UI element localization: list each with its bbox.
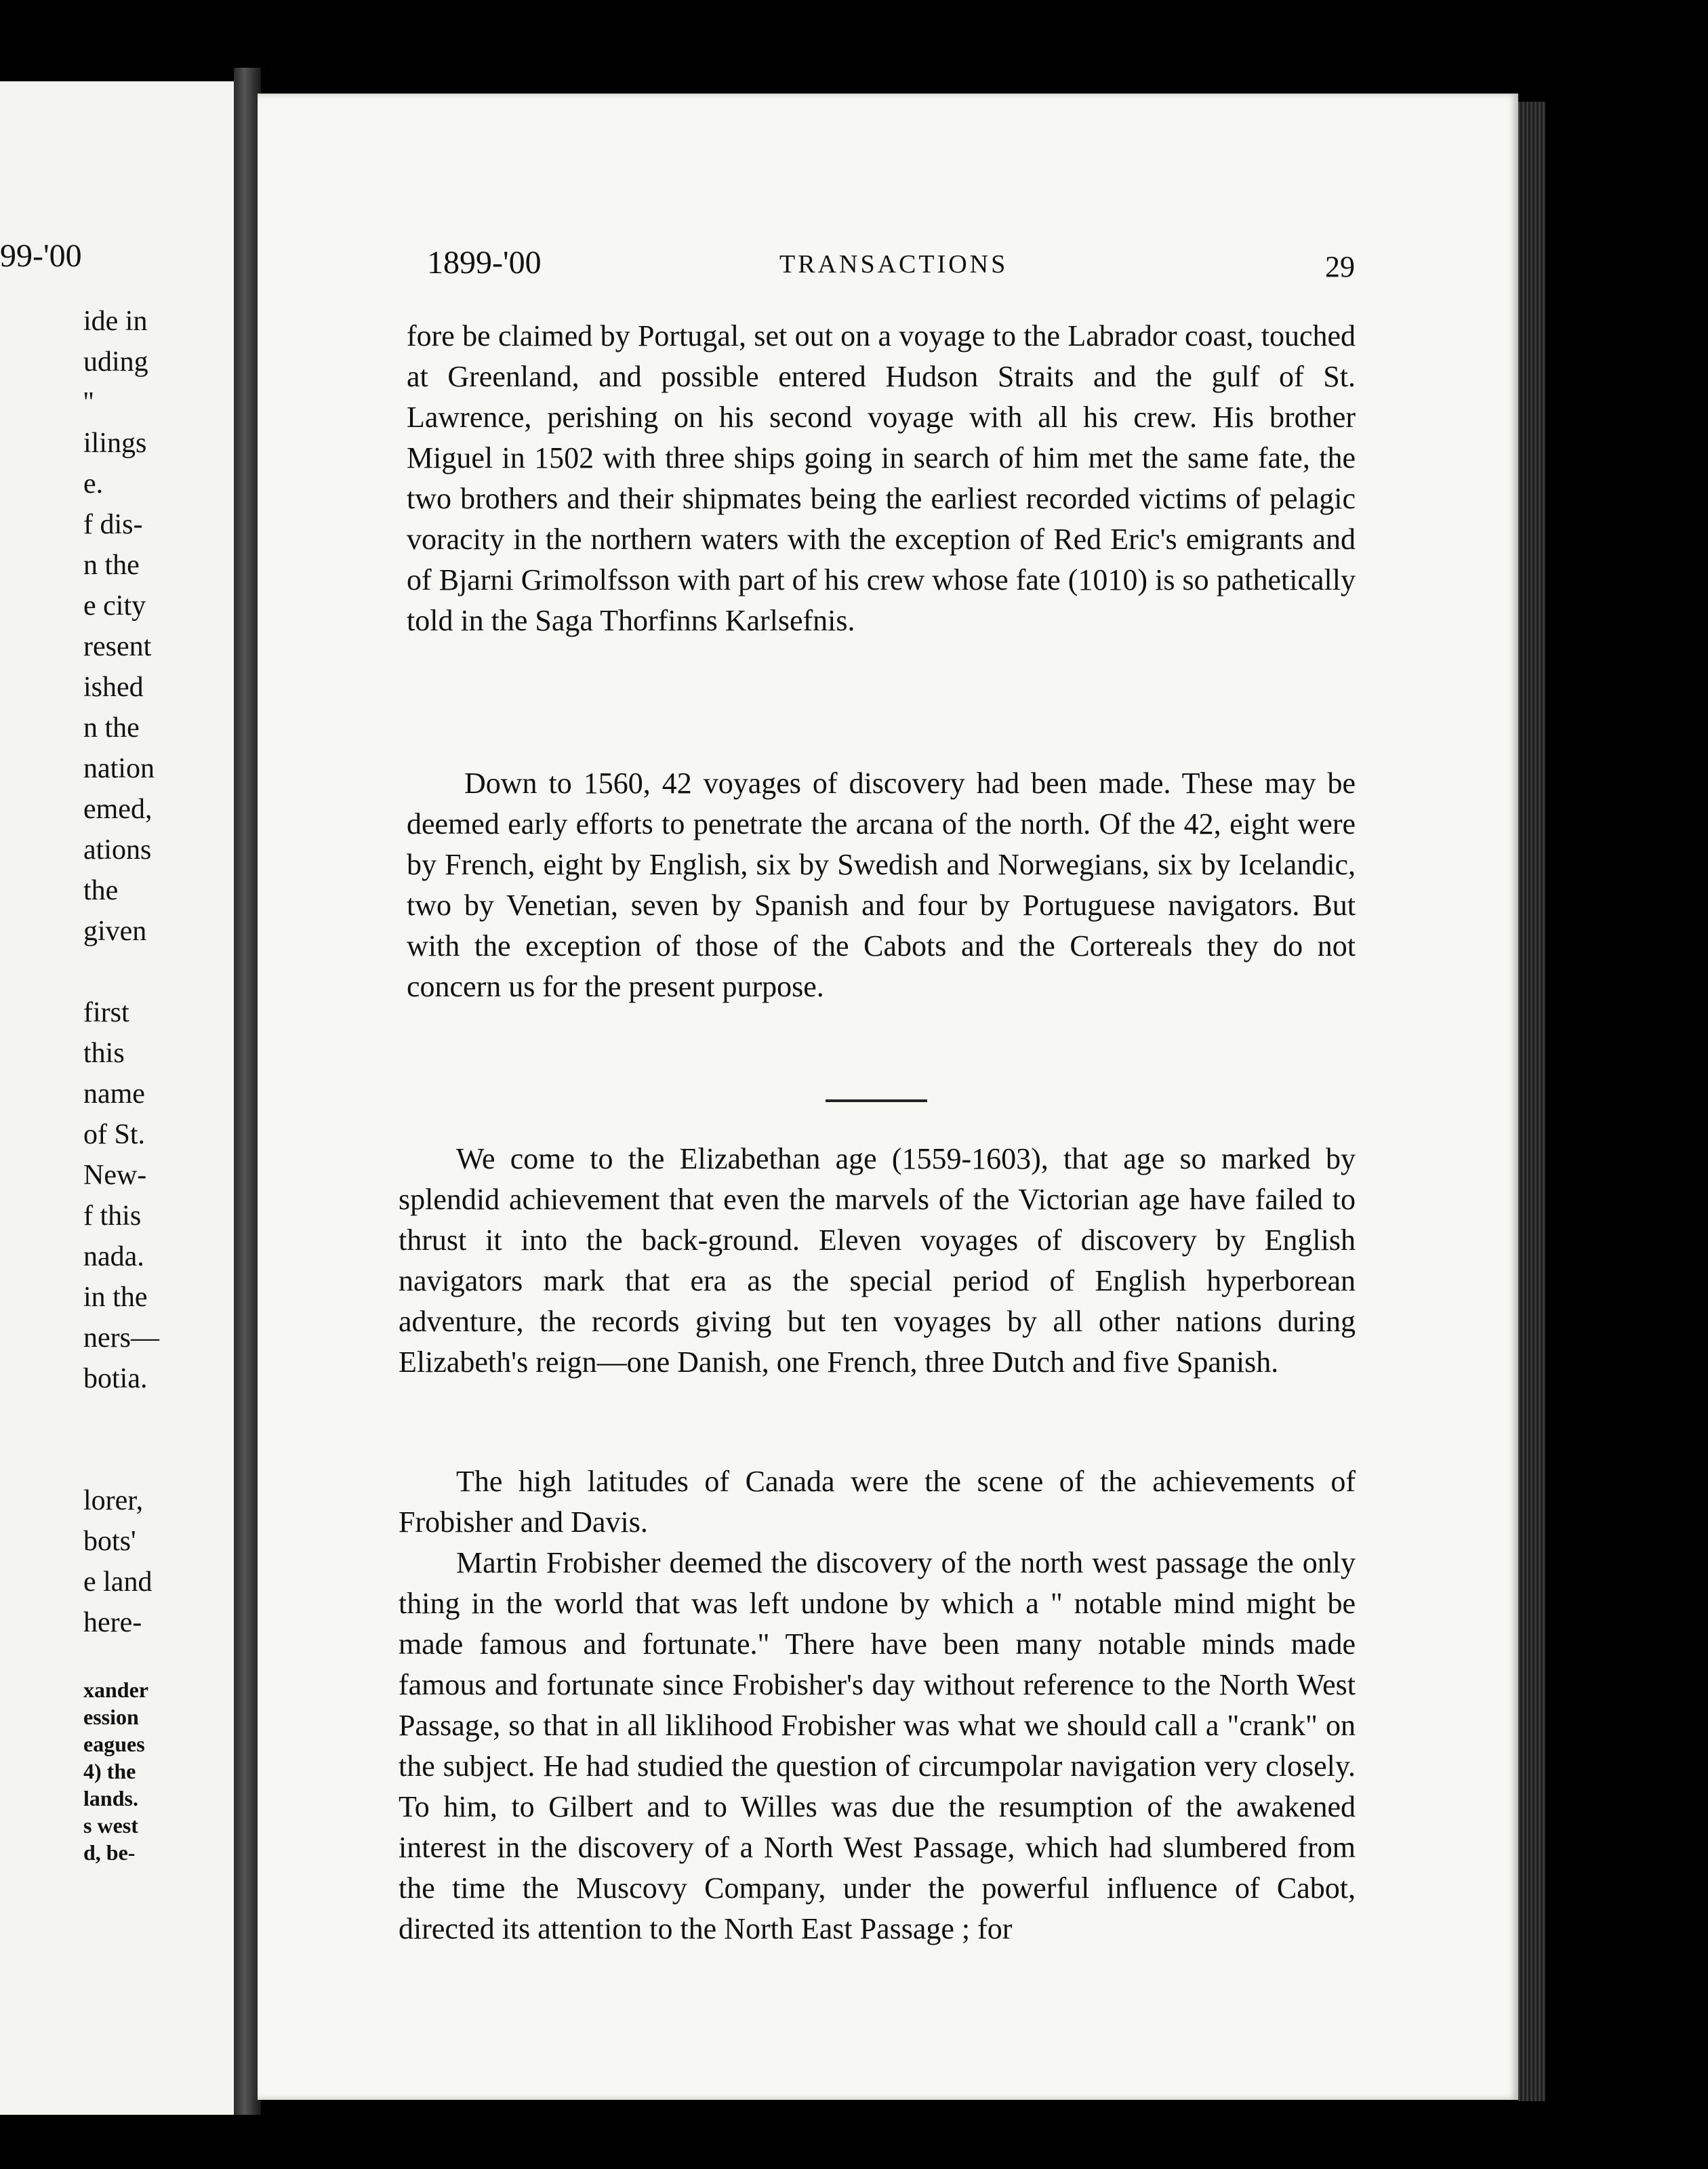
facing-page-line: ations [83, 834, 152, 866]
facing-page [0, 81, 234, 2115]
facing-page-line: e city [83, 590, 146, 622]
facing-page-line: resent [83, 631, 152, 662]
running-head-year: 1899-'00 [427, 245, 542, 281]
facing-page-line: e land [83, 1566, 152, 1598]
facing-page-header: 99-'00 [0, 238, 82, 274]
facing-page-line: n the [83, 550, 140, 581]
facing-page-footnote-line: d, be- [83, 1840, 136, 1865]
page-edges [1518, 102, 1545, 2101]
body-paragraph: The high latitudes of Canada were the scene of the achievements of Frobisher and Davis. [399, 1465, 1356, 1539]
facing-page-line: ide in [83, 306, 148, 337]
facing-page-line: in the [83, 1282, 148, 1313]
facing-page-line: ilings [83, 428, 147, 459]
facing-page-line: f this [83, 1200, 142, 1232]
facing-page-line: '' [83, 387, 94, 418]
facing-page-line: lorer, [83, 1485, 144, 1516]
body-paragraph: fore be claimed by Portugal, set out on a voyage to the Labrador coast, touched at Greenland, and possible entered Hudson Straits and the gulf of St. Lawrence, perishing on his second voyage with all his crew. His brother Miguel in 1502 with three ships going in search of him met the same fate, the two brothers and their shipmates being the earliest recorded victims of pelagic voracity in the northern waters with the exception of Red Eric's emigrants and of Bjarni Grimolfsson with part of his crew whose fate (1010) is so pathetically told in the Saga Thorfinns Karlsefnis. [407, 319, 1356, 637]
section-divider [826, 1099, 927, 1102]
facing-page-line: nation [83, 753, 155, 784]
facing-page-line: first [83, 997, 129, 1028]
facing-page-line: f dis- [83, 509, 143, 540]
facing-page-line: uding [83, 346, 148, 378]
facing-page-footnote-line: ession [83, 1705, 139, 1729]
facing-page-footnote-line: eagues [83, 1732, 145, 1756]
facing-page-line: this [83, 1038, 125, 1069]
running-head [258, 244, 1518, 285]
facing-page-line: given [83, 916, 147, 947]
facing-page-line: New- [83, 1160, 147, 1191]
facing-page-line: nada. [83, 1241, 144, 1272]
book-gutter [234, 68, 261, 2115]
facing-page-line: here- [83, 1607, 142, 1638]
facing-page-line: name [83, 1078, 145, 1110]
book-page [258, 94, 1518, 2100]
facing-page-line: e. [83, 468, 104, 500]
body-paragraph: Martin Frobisher deemed the discovery of the north west passage the only thing in the world that was left undone by which a " notable mind might be made famous and fortunate." There have been many notable minds made famous and fortunate since Frobisher's day without reference to the North West Passage, so that in all liklihood Frobisher was what we should call a "crank" on the subject. He had studied the question of circumpolar navigation very closely. To him, to Gilbert and to Willes was due the resumption of the awakened interest in the discovery of a North West Passage, which had slumbered from the time the Muscovy Company, under the powerful influence of Cabot, directed its attention to the North East Passage ; for [399, 1546, 1356, 1945]
facing-page-footnote-line: s west [83, 1813, 138, 1838]
body-paragraph: We come to the Elizabethan age (1559-1603), that age so marked by splendid achievement that even the marvels of the Victorian age have failed to thrust it into the back-ground. Eleven voyages of discovery by English navigators mark that era as the special period of English hyperborean adventure, the records giving but ten voyages by all other nations during Elizabeth's reign—one Danish, one French, three Dutch and five Spanish. [399, 1142, 1356, 1379]
facing-page-footnote-line: 4) the [83, 1759, 136, 1783]
facing-page-line: bots' [83, 1526, 136, 1557]
facing-page-line: emed, [83, 794, 152, 825]
facing-page-line: of St. [83, 1119, 146, 1150]
facing-page-line: ished [83, 672, 144, 703]
running-head-title: TRANSACTIONS [779, 250, 1009, 279]
facing-page-footnote-line: xander [83, 1678, 148, 1702]
facing-page-line: the [83, 875, 119, 906]
facing-page-line: ners— [83, 1322, 159, 1354]
page-number: 29 [1325, 250, 1355, 283]
facing-page-footnote-line: lands. [83, 1786, 138, 1810]
facing-page-line: botia. [83, 1363, 148, 1394]
facing-page-line: n the [83, 712, 140, 744]
body-paragraph: Down to 1560, 42 voyages of discovery had been made. These may be deemed early efforts to penetrate the arcana of the north. Of the 42, eight were by French, eight by English, six by Swedish and Norwegians, six by Icelandic, two by Venetian, seven by Spanish and four by Portuguese navigators. But with the exception of those of the Cabots and the Cortereals they do not concern us for the present purpose. [407, 767, 1356, 1003]
